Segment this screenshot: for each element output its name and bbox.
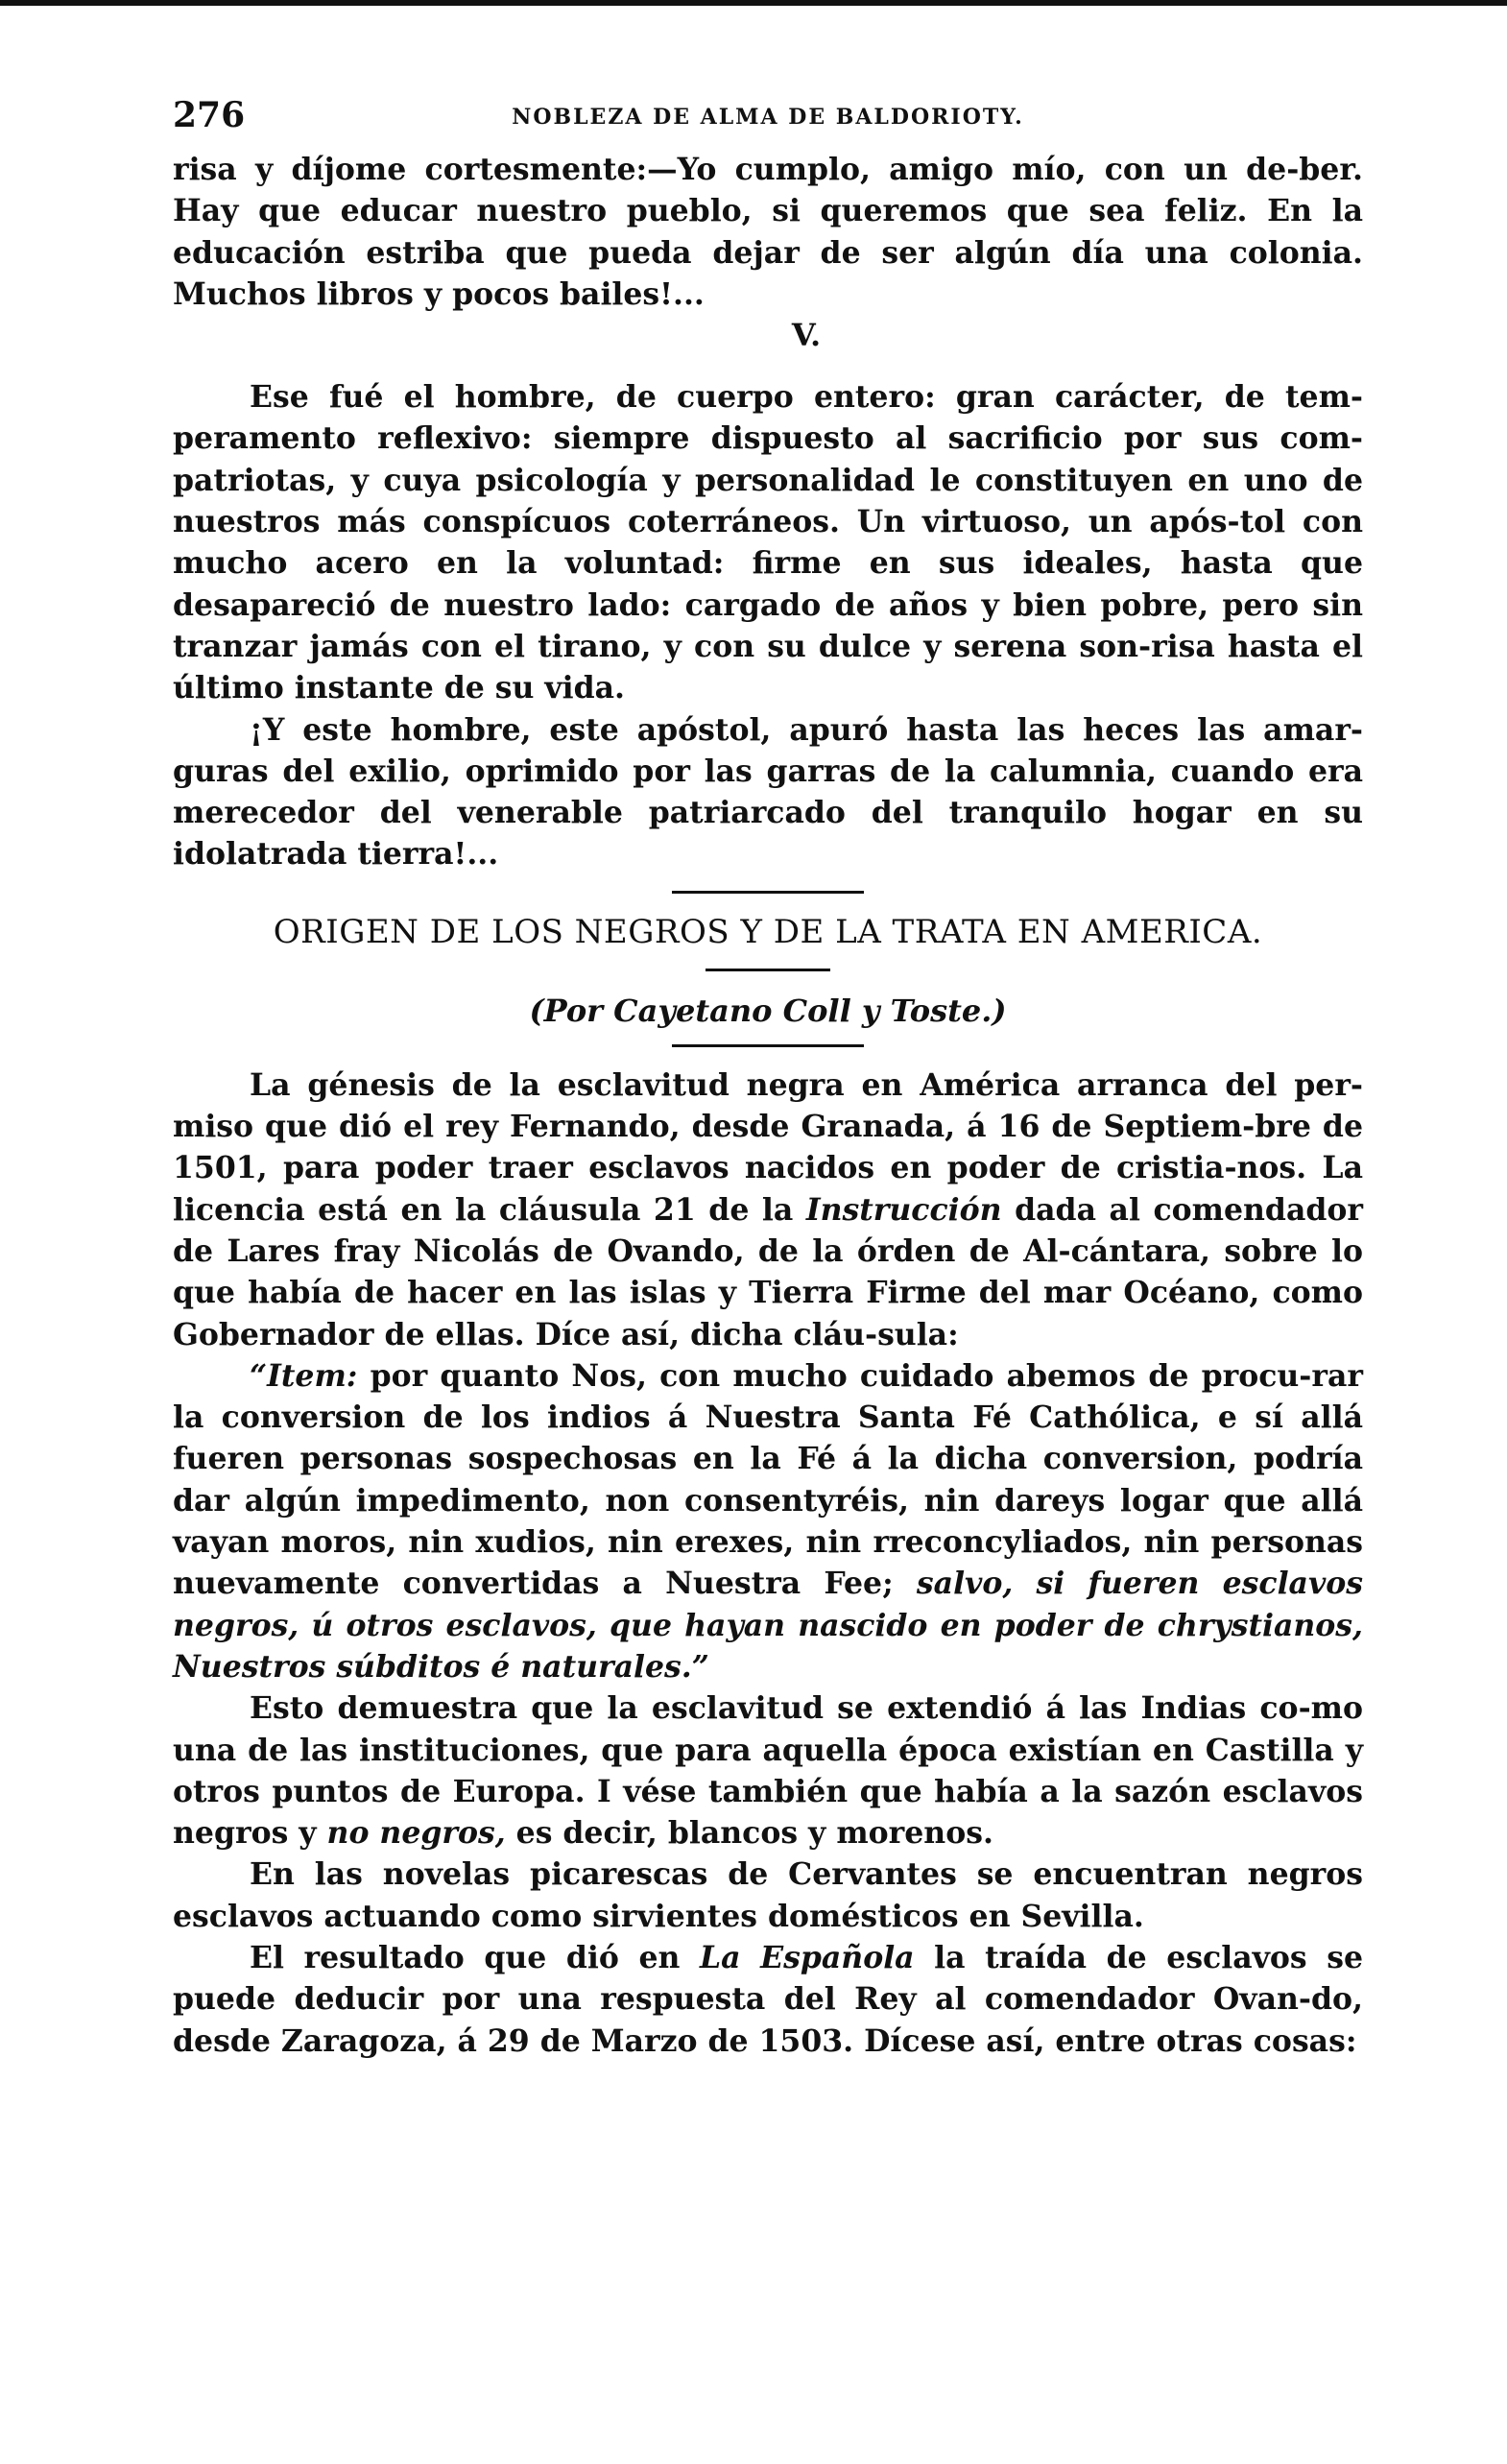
quote-open-mark: “ bbox=[250, 1357, 268, 1394]
section-paragraph-1: Ese fué el hombre, de cuerpo entero: gran carácter, de tem-peramento reflexivo: siempre dispuesto al sacrificio por sus com-patriotas, y cuya psicología y personalidad le constituyen en uno de nuestros más conspícuos coterráneos. Un virtuoso, un após-tol con mucho acero en la voluntad: firme en sus ideales, hasta que desapareció de nuestro lado: cargado de años y bien pobre, pero sin tranzar jamás con el tirano, y con su dulce y serena son-risa hasta el último instante de su vida. bbox=[173, 379, 1363, 706]
article-paragraph-1 bbox=[173, 1065, 1363, 1355]
p4-text-before: El resultado que dió en bbox=[250, 1939, 700, 1975]
quote-item-word: Item: bbox=[267, 1357, 358, 1394]
p4-italic-text: La Española bbox=[699, 1939, 915, 1975]
title-divider bbox=[706, 969, 830, 971]
section-divider bbox=[672, 891, 864, 894]
book-page bbox=[173, 91, 1363, 2062]
article-title: ORIGEN DE LOS NEGROS Y DE LA TRATA EN AMERICA. bbox=[273, 912, 1263, 951]
article-paragraph-3: En las novelas picarescas de Cervantes se encuentran negros esclavos actuando como sirvientes domésticos en Sevilla. bbox=[173, 1856, 1363, 1934]
article-paragraph-4 bbox=[173, 1937, 1363, 2062]
royal-quote bbox=[173, 1355, 1363, 1687]
p2-italic-text: no negros, bbox=[326, 1815, 506, 1852]
quote-italic-text: salvo, si fueren esclavos negros, ú otros esclavos, que hayan nascido en poder de chrystianos, Nuestros súbditos é naturales. bbox=[173, 1566, 1364, 1685]
top-border-rule bbox=[0, 0, 1507, 6]
section-number: V. bbox=[791, 317, 822, 354]
quote-body: por quanto Nos, con mucho cuidado abemos de procu-rar la conversion de los indios á Nuestra Santa Fé Cathólica, e sí allá fueren personas sospechosas en la Fé á la dicha conversion, podría dar algún impedimento, non consentyréis, nin dareys logar que allá vayan moros, nin xudios, nin erexes, nin rreconcyliados, nin personas nuevamente convertidas a Nuestra Fee; bbox=[173, 1357, 1363, 1602]
p1-text-after: dada al comendador de Lares fray Nicolás de Ovando, de la órden de Al-cántara, sobre lo que había de hacer en las islas y Tierra Firme del mar Océano, como Gobernador de ellas. Díce así, dicha cláu-sula: bbox=[173, 1191, 1363, 1352]
article-byline: (Por Cayetano Coll y Toste.) bbox=[529, 992, 1007, 1029]
intro-paragraph: risa y díjome cortesmente:—Yo cumplo, amigo mío, con un de-ber. Hay que educar nuestro pueblo, si queremos que sea feliz. En la educación estriba que pueda dejar de ser algún día una colonia. Muchos libros y pocos bailes!... bbox=[173, 152, 1363, 312]
p1-italic-text: Instrucción bbox=[805, 1191, 1002, 1228]
page-number: 276 bbox=[173, 95, 246, 135]
p2-text-after: es decir, blancos y morenos. bbox=[505, 1815, 993, 1852]
p1-text-before: La génesis de la esclavitud negra en América arranca del per-miso que dió el rey Fernando, desde Granada, á 16 de Septiem-bre de 1501, para poder traer esclavos nacidos en poder de cristia-nos. La licencia está en la cláusula 21 de la bbox=[173, 1066, 1363, 1228]
section-paragraph-2: ¡Y este hombre, este apóstol, apuró hasta las heces las amar-guras del exilio, oprimido por las garras de la calumnia, cuando era merecedor del venerable patriarcado del tranquilo hogar en su idolatrada tierra!... bbox=[173, 711, 1363, 873]
article-paragraph-2 bbox=[173, 1687, 1363, 1854]
byline-divider bbox=[672, 1044, 864, 1047]
page-header bbox=[173, 91, 1363, 149]
running-title: NOBLEZA DE ALMA DE BALDORIOTY. bbox=[512, 105, 1024, 130]
p4-text-after: la traída de esclavos se puede deducir por una respuesta del Rey al comendador Ovan-do, desde Zaragoza, á 29 de Marzo de 1503. Dícese así, entre otras cosas: bbox=[173, 1939, 1364, 2059]
p2-text-before: Esto demuestra que la esclavitud se extendió á las Indias co-mo una de las instituciones, que para aquella época existían en Castilla y otros puntos de Europa. I vése también que había a la sazón esclavos negros y bbox=[173, 1690, 1363, 1852]
quote-close-mark: ” bbox=[691, 1648, 709, 1685]
